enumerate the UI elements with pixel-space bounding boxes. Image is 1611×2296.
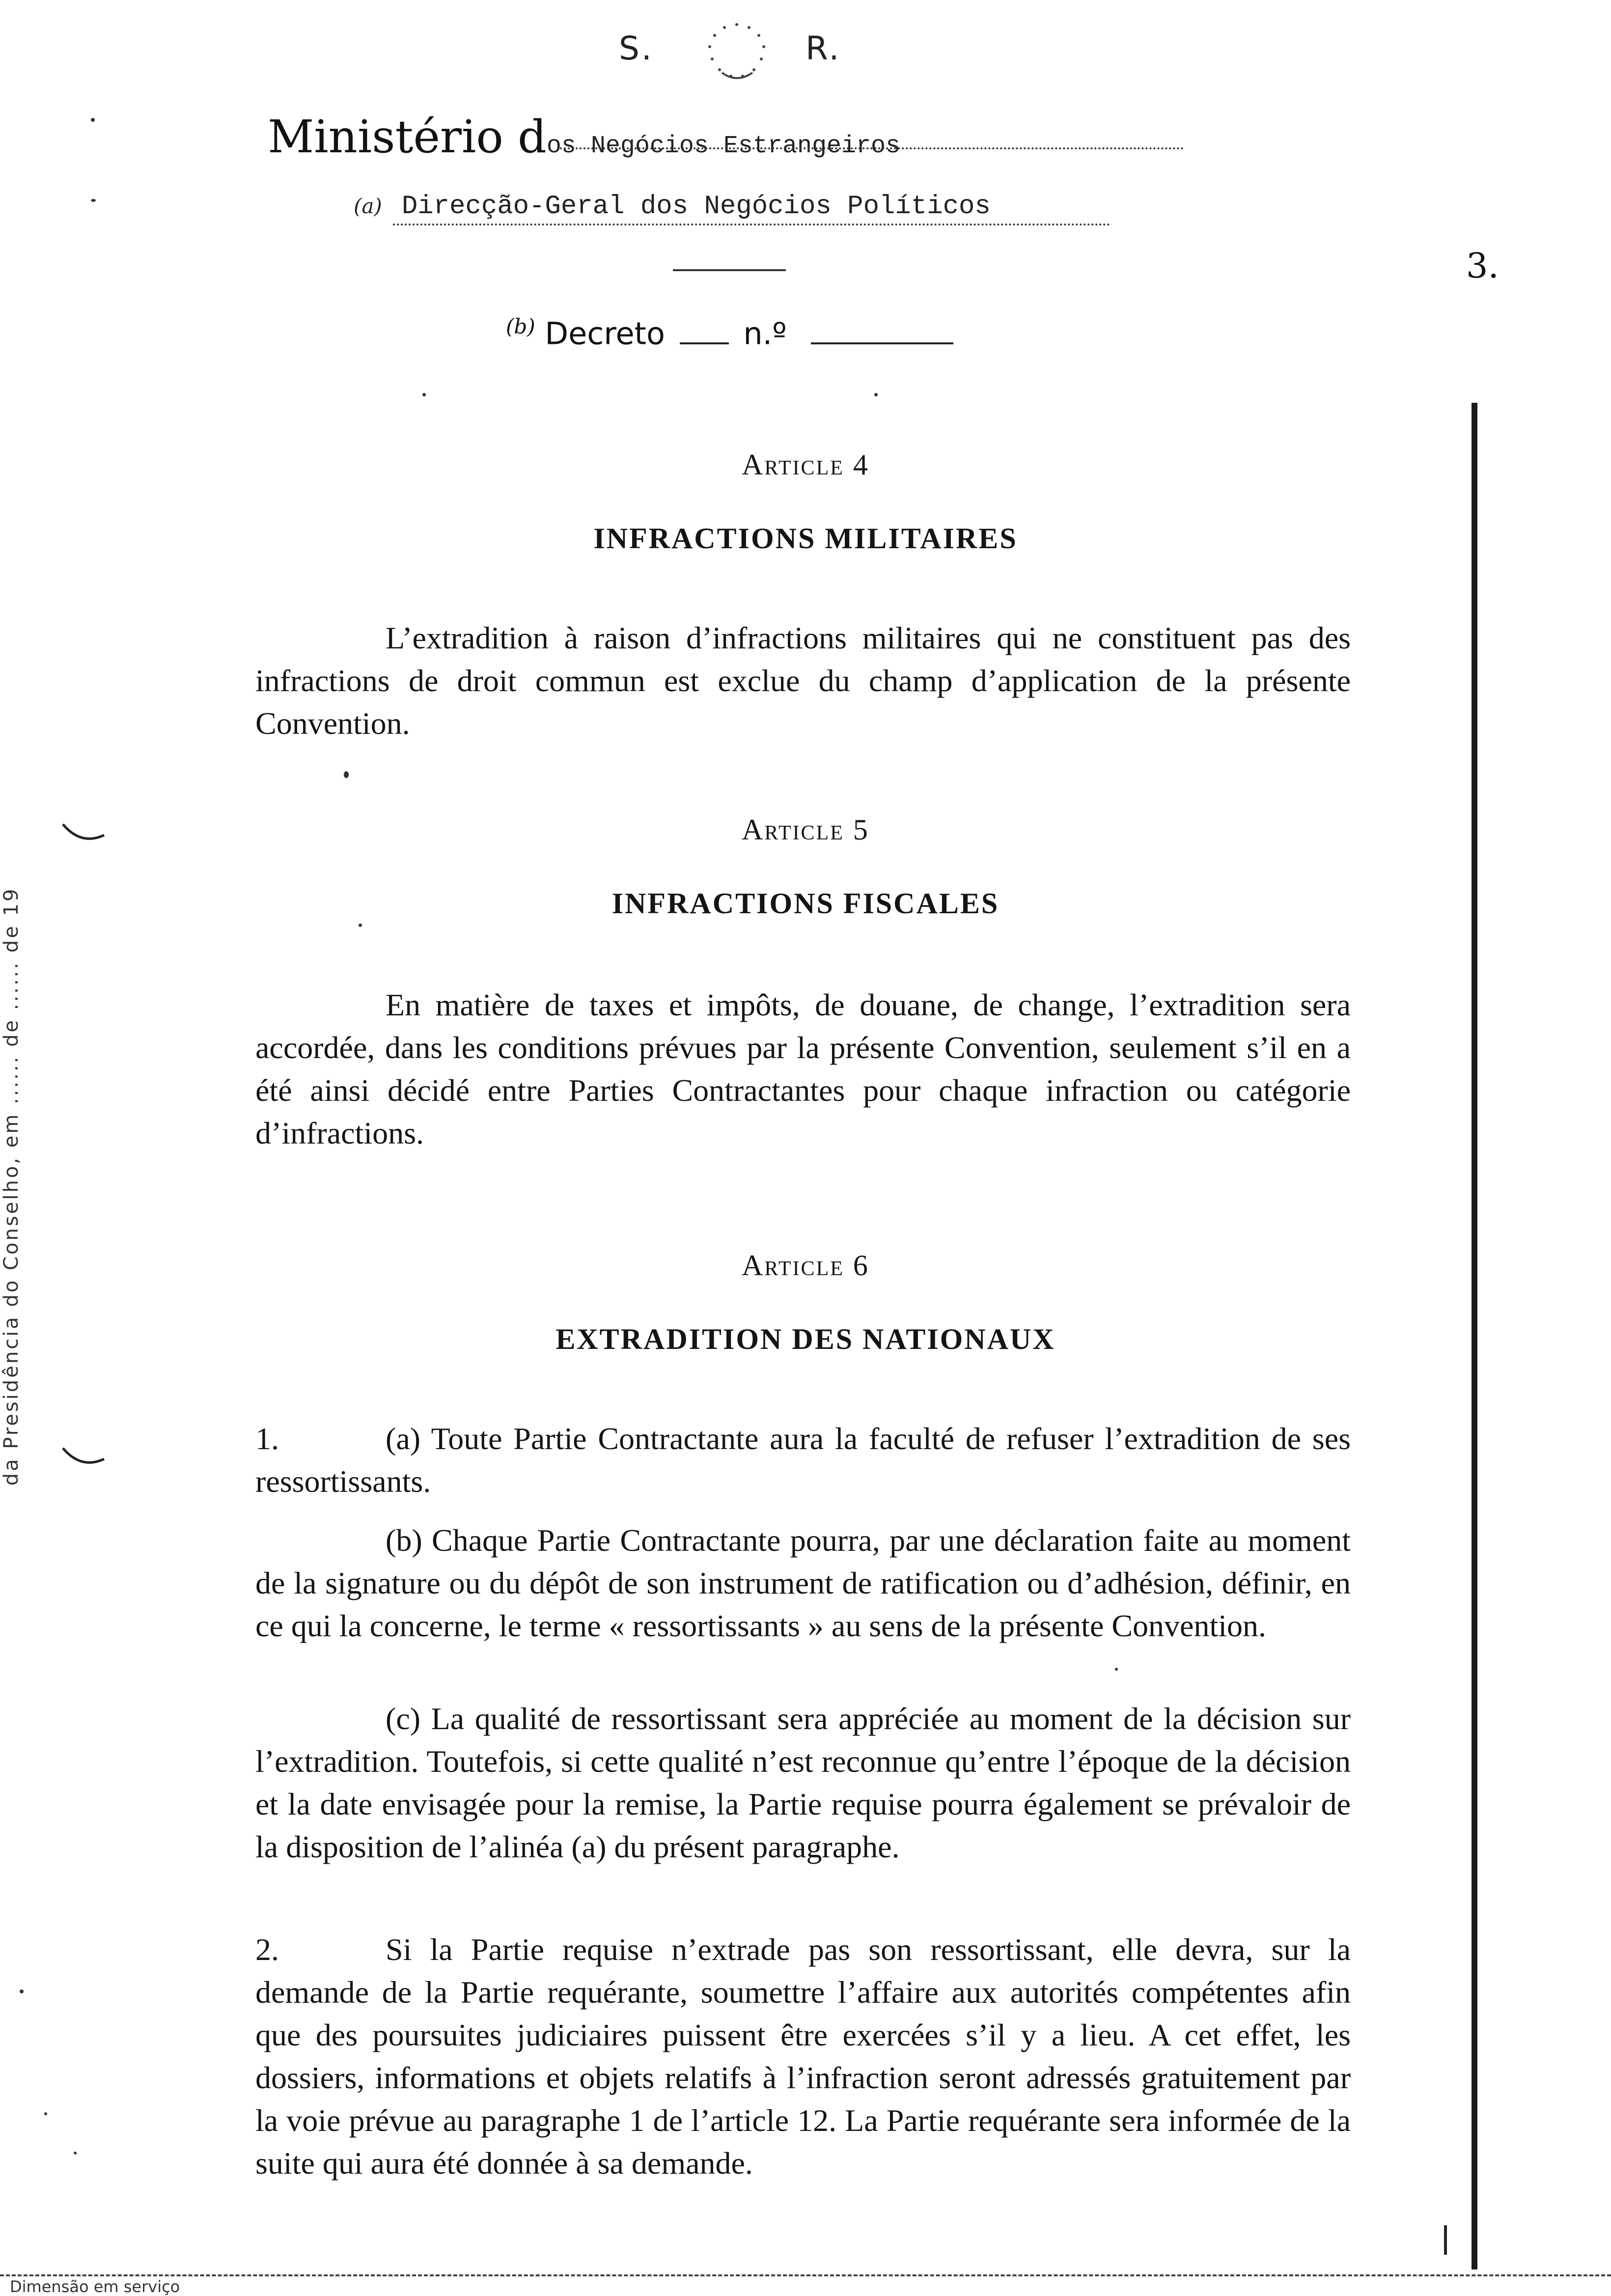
bottom-margin-note: Dimensão em serviço <box>10 2277 180 2296</box>
article-5-title: INFRACTIONS FISCALES <box>611 887 1000 920</box>
scan-speck <box>91 199 96 202</box>
scan-speck <box>1115 1668 1118 1671</box>
left-margin-vertical-text: da Presidência do Conselho, em ...... de ...... de 19 <box>0 887 23 1486</box>
article-5-paragraph: En matière de taxes et impôts, de douane, de change, l’extradition sera accordée, dans les conditions prévues par la présente Convention, seulement s’il en a été ainsi décidé entre Parties Contractantes pour chaque infraction ou catégorie d’infractions. <box>255 987 1351 1150</box>
decree-number-blank-field <box>811 342 953 344</box>
bottom-dashed-rule <box>0 2274 1611 2276</box>
article-4-title: INFRACTIONS MILITAIRES <box>593 522 1018 555</box>
right-margin-rule <box>1472 403 1477 2269</box>
scan-speck <box>344 771 349 778</box>
article-6-p2-text: Si la Partie requise n’extrade pas son ressortissant, elle devra, sur la demande de la Partie requérante, soumettre l’affaire aux autorités compétentes afin que des poursuites judiciaires puissent être exercées s’il y a lieu. A cet effet, les dossiers, informations et objets relatifs à l’infraction seront adressés gratuitement par la voie prévue au paragraphe 1 de l’article 12. La Partie requérante sera informée de la suite qui aura été donnée à sa demande. <box>255 1932 1351 2181</box>
ministry-label: Ministério d <box>268 111 547 163</box>
scan-speck <box>44 2112 47 2115</box>
scan-speck <box>359 924 362 927</box>
directorate-line <box>354 192 991 222</box>
stamp-right-letter: R. <box>806 29 841 67</box>
article-6-paragraph-2 <box>255 1928 1351 2184</box>
ministry-leader <box>560 147 1184 149</box>
article-4-paragraph: L’extradition à raison d’infractions militaires qui ne constituent pas des infractions de droit commun est exclue du champ d’application de la présente Convention. <box>255 620 1351 741</box>
right-margin-tick <box>1444 2225 1459 2255</box>
article-6-label: Article 6 <box>742 1249 869 1282</box>
scan-speck <box>20 1989 24 1993</box>
decree-label: Decreto <box>545 315 665 352</box>
paragraph-number-2: 2. <box>255 1932 279 1967</box>
article-6-paragraph-1c: (c) La qualité de ressortissant sera appréciée au moment de la décision sur l’extradition. Toutefois, si cette qualité n’est reconnue qu’entre l’époque de la décision et la date envisagée pour la remise, la Partie requise pourra également se prévaloir de la disposition de l’alinéa (a) du présent paragraphe. <box>255 1701 1351 1864</box>
article-4-label: Article 4 <box>742 448 869 481</box>
scan-speck <box>91 118 95 122</box>
decree-number-label: n.º <box>743 315 787 352</box>
ministry-line <box>268 111 900 165</box>
scan-speck <box>74 2152 77 2155</box>
directorate-leader <box>393 224 1110 225</box>
seal-icon <box>688 20 786 88</box>
letterhead-divider <box>673 269 786 271</box>
article-6-paragraph-1b: (b) Chaque Partie Contractante pourra, par une déclaration faite au moment de la signature ou du dépôt de son instrument de ratification ou d’adhésion, définir, en ce qui la concerne, le terme « ressortissants » au sens de la présente Convention. <box>255 1523 1351 1643</box>
binding-hole-mark-top <box>59 820 108 850</box>
ministry-value: os Negócios Estrangeiros <box>546 132 900 160</box>
stamp-left-letter: S. <box>619 29 654 67</box>
page-number: 3. <box>1466 246 1499 286</box>
scan-speck <box>422 393 426 396</box>
article-6-title: EXTRADITION DES NATIONAUX <box>556 1323 1055 1355</box>
directorate-value: Direcção-Geral dos Negócios Políticos <box>401 192 991 222</box>
decree-line <box>506 314 953 352</box>
article-6-paragraph-1a <box>255 1417 1351 1503</box>
directorate-marker: (a) <box>354 194 382 218</box>
scan-speck <box>874 393 878 396</box>
decree-blank-field <box>680 342 729 344</box>
binding-hole-mark-bottom <box>59 1444 108 1474</box>
article-6-p1a-text: (a) Toute Partie Contractante aura la faculté de refuser l’extradition de ses ressortissants. <box>255 1421 1351 1499</box>
seal-stamp <box>619 20 874 88</box>
decree-marker: (b) <box>506 314 535 338</box>
paragraph-number-1: 1. <box>255 1421 279 1456</box>
article-5-label: Article 5 <box>742 813 869 846</box>
